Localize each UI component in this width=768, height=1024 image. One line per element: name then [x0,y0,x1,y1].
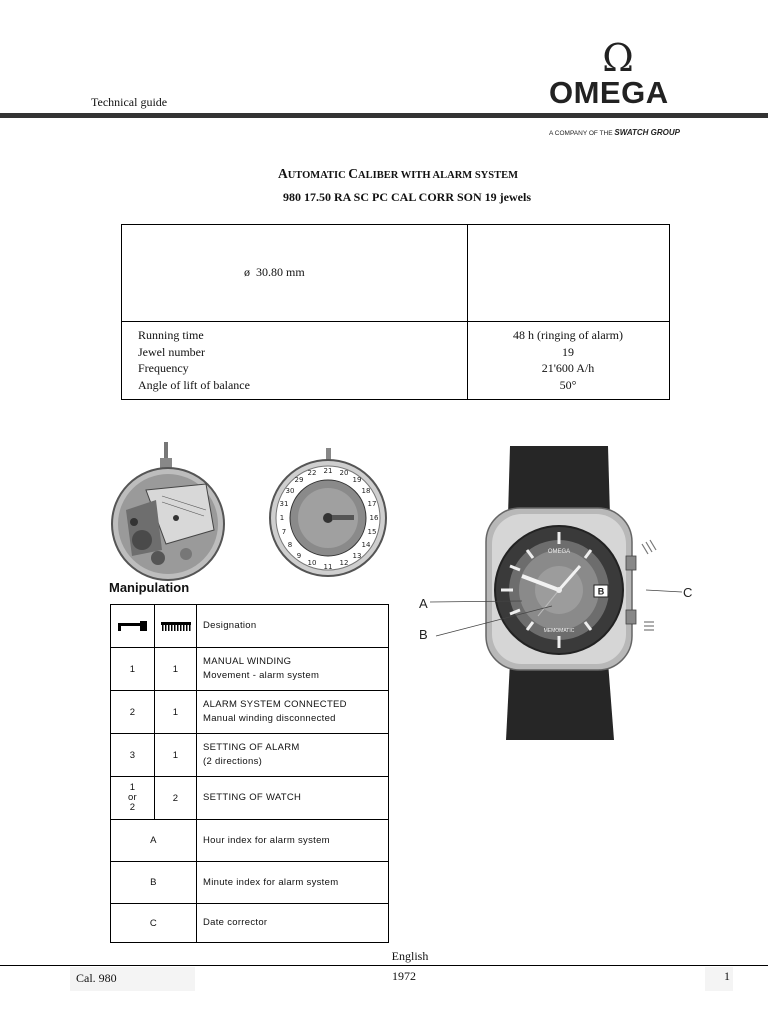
spec-labels [138,327,250,393]
crown-position-icon [111,605,155,647]
svg-text:1: 1 [279,514,285,522]
svg-text:18: 18 [361,487,371,495]
table-row: 1 or 2 2 SETTING OF WATCH [111,777,388,820]
table-row: B Minute index for alarm system [111,862,388,904]
footer-divider [0,965,768,966]
svg-text:15: 15 [367,528,377,536]
spec-label: Jewel number [138,344,205,359]
table-row: A Hour index for alarm system [111,820,388,862]
svg-text:16: 16 [369,514,379,522]
svg-text:10: 10 [307,559,317,567]
table-row: 1 1 MANUAL WINDING Movement - alarm system [111,648,388,691]
date-window: B [597,586,605,597]
page-number: 1 [724,969,730,983]
spec-value: 19 [562,344,574,359]
dial-model: MEMOMATIC [543,628,575,634]
svg-text:22: 22 [307,469,317,477]
movement-dial-side-image [268,448,390,582]
svg-text:9: 9 [296,552,302,560]
watch-illustration [414,440,698,740]
svg-text:11: 11 [323,563,333,571]
dial-brand: OMEGA [547,549,571,555]
spec-value: 21'600 A/h [541,361,595,375]
spec-value: 50° [559,377,577,392]
tagline-prefix: A COMPANY OF THE [549,130,613,137]
guide-label: Technical guide [91,95,168,109]
svg-text:19: 19 [352,476,362,484]
company-tagline [549,128,680,137]
svg-text:29: 29 [294,476,304,484]
spec-label: Frequency [138,361,189,375]
svg-text:7: 7 [281,528,287,536]
svg-text:13: 13 [352,552,362,560]
manipulation-heading: Manipulation [109,580,190,595]
spec-value: 48 h (ringing of alarm) [513,328,623,342]
tagline-group: SWATCH GROUP [614,128,681,137]
specification-table [121,224,670,400]
caliber-subtitle: 980 17.50 RA SC PC CAL CORR SON 19 jewels [282,190,531,204]
svg-text:14: 14 [361,541,371,549]
svg-text:8: 8 [287,541,293,549]
crown-knurled-icon [155,605,197,647]
table-row [111,605,388,648]
svg-text:30: 30 [285,487,295,495]
diameter-value: ø 30.80 mm [244,265,305,279]
language-label: English [391,949,429,963]
table-row: C Date corrector [111,904,388,942]
omega-logo-wordmark: OMEGA [549,75,669,110]
svg-text:31: 31 [279,500,289,508]
spec-label: Angle of lift of balance [138,377,250,392]
document-title: AUTOMATIC CALIBER WITH ALARM SYSTEM [277,166,519,181]
designation-header: Designation [203,620,257,631]
caliber-label: Cal. 980 [76,971,117,985]
manipulation-table [110,604,389,943]
svg-text:12: 12 [339,559,349,567]
label-b: B [419,627,428,642]
year-label: 1972 [392,969,416,983]
table-row: 2 1 ALARM SYSTEM CONNECTED Manual winding disconnected [111,691,388,734]
svg-text:17: 17 [367,500,377,508]
header-divider [0,113,768,118]
spec-values [467,327,669,393]
svg-text:20: 20 [339,469,349,477]
svg-text:21: 21 [323,467,333,475]
spec-label: Running time [138,328,204,342]
label-c: C [683,585,693,600]
omega-logo-symbol: Ω [602,36,634,80]
label-a: A [419,596,428,611]
table-row: 3 1 SETTING OF ALARM (2 directions) [111,734,388,777]
movement-back-image [106,440,230,582]
